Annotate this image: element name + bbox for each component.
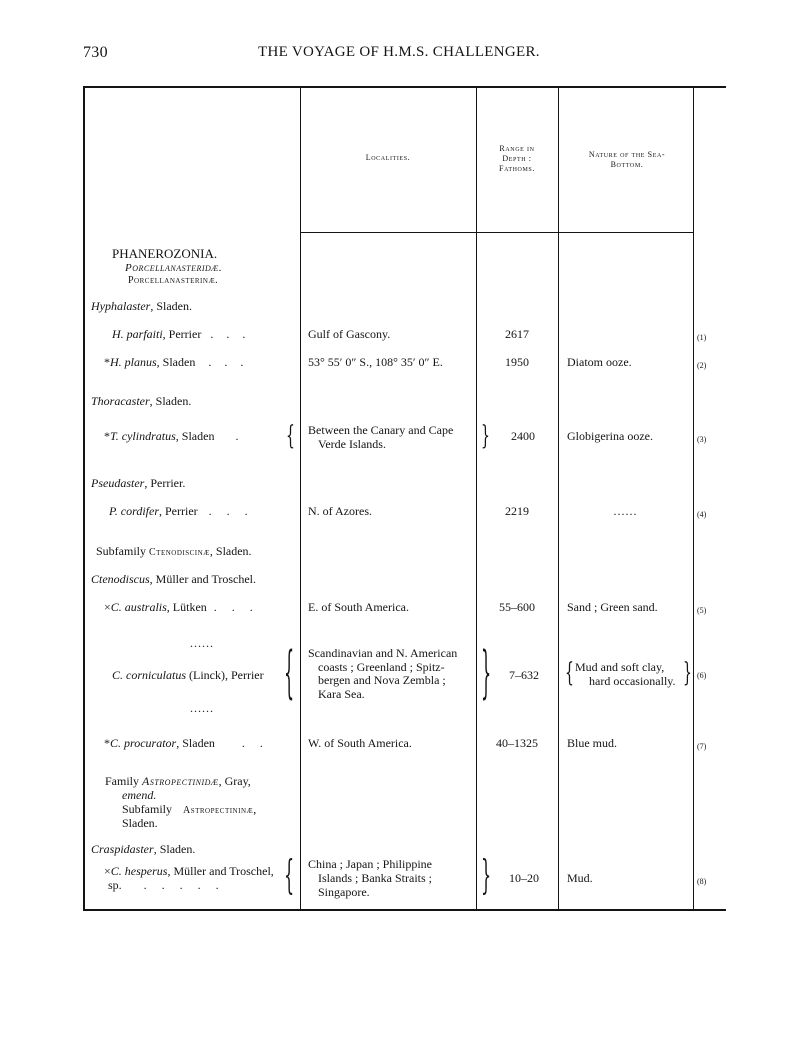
- locality-cell: Gulf of Gascony.: [308, 327, 391, 341]
- localities-heading: Localities.: [365, 153, 411, 162]
- family-heading: [105, 774, 251, 788]
- sea-bottom-cell: Sand ; Green sand.: [567, 600, 658, 614]
- genus-author: , Müller and Troschel.: [149, 572, 257, 586]
- species-name: T. cylindratus: [110, 429, 176, 443]
- subfamily-name: Ctenodiscinæ: [149, 547, 210, 558]
- table-top-rule: [83, 86, 726, 88]
- locality-line: Islands ; Banka Straits ;: [318, 871, 432, 885]
- species-mark: *: [104, 355, 110, 369]
- species-author: , Perrier: [162, 327, 202, 341]
- genus-name: Ctenodiscus: [91, 572, 150, 586]
- depth-heading-line: Depth :: [502, 154, 532, 163]
- species-mark: *: [104, 736, 110, 750]
- locality-cell: [308, 423, 453, 451]
- left-brace: {: [284, 851, 295, 899]
- genus-heading: [91, 394, 191, 408]
- right-brace: }: [481, 421, 490, 452]
- locality-cell: [308, 647, 457, 701]
- locality-cell: [308, 857, 432, 899]
- dot-leader: . . .: [208, 355, 249, 369]
- locality-line: Verde Islands.: [318, 437, 386, 451]
- genus-heading: [91, 842, 195, 856]
- subfamily-heading: [96, 544, 252, 560]
- sea-bottom-cell: Diatom ooze.: [567, 355, 632, 369]
- depth-cell: 2617: [505, 327, 529, 341]
- subfamily-comma: ,: [253, 802, 257, 816]
- species-mark: ×: [104, 864, 111, 878]
- sea-bottom-cell: ......: [613, 504, 638, 518]
- species-author: (Linck), Perrier: [186, 668, 264, 682]
- subfamily-heading: Porcellanasterinæ.: [128, 275, 219, 286]
- genus-name: Pseudaster: [91, 476, 145, 490]
- species-author: , Sladen: [156, 355, 196, 369]
- reference-cell: (5): [697, 606, 707, 615]
- subfamily-author: Sladen.: [122, 816, 158, 830]
- subfamily-prefix: Subfamily: [122, 802, 175, 816]
- depth-cell: 40–1325: [496, 736, 538, 750]
- species-cell: [104, 429, 238, 443]
- running-title: THE VOYAGE OF H.M.S. CHALLENGER.: [258, 44, 540, 60]
- species-cell: [104, 864, 274, 892]
- locality-line: Between the Canary and Cape: [308, 423, 454, 437]
- dot-leader: . . .: [208, 504, 254, 518]
- locality-cell: 53° 55′ 0″ S., 108° 35′ 0″ E.: [308, 355, 443, 369]
- species-author: , Sladen: [176, 736, 215, 750]
- reference-cell: (8): [697, 877, 707, 886]
- species-name: C. australis: [110, 600, 167, 614]
- depth-heading-line: Range in: [499, 144, 535, 153]
- locality-line: Scandinavian and N. American: [308, 646, 458, 660]
- column-heading-depth: [476, 144, 558, 174]
- bottom-heading-line: Bottom.: [610, 160, 644, 169]
- species-cell: [104, 355, 248, 369]
- species-mark: ×: [104, 600, 111, 614]
- locality-cell: W. of South America.: [308, 736, 412, 750]
- dot-leader: . . .: [213, 600, 259, 614]
- family-name: Astropectinidæ: [142, 774, 219, 788]
- species-cell: [109, 504, 254, 518]
- reference-cell: (2): [697, 361, 707, 370]
- species-name: C. procurator: [110, 736, 177, 750]
- sea-bottom-cell: Globigerina ooze.: [567, 429, 653, 443]
- depth-cell: 55–600: [499, 600, 535, 614]
- right-brace: }: [481, 639, 492, 706]
- family-emend: emend.: [122, 788, 157, 802]
- dot-leader: .: [235, 429, 239, 443]
- genus-heading: [91, 299, 192, 313]
- sea-bottom-line: Mud and soft clay,: [575, 660, 665, 674]
- left-brace: {: [284, 639, 295, 706]
- column-divider: [693, 86, 694, 910]
- subfamily-name: Astropectininæ: [183, 805, 254, 816]
- species-cell: [104, 600, 259, 614]
- reference-cell: (7): [697, 742, 707, 751]
- family-author: , Gray,: [218, 774, 251, 788]
- sea-bottom-cell: Blue mud.: [567, 736, 617, 750]
- genus-name: Thoracaster: [91, 394, 150, 408]
- subfamily-author: , Sladen.: [209, 544, 252, 558]
- genus-author: , Sladen.: [150, 299, 192, 313]
- locality-line: coasts ; Greenland ; Spitz-: [318, 659, 445, 674]
- species-name: C. hesperus: [110, 864, 168, 878]
- reference-cell: (4): [697, 510, 707, 519]
- column-heading-sea-bottom: [562, 150, 692, 170]
- genus-name: Craspidaster: [91, 842, 154, 856]
- bottom-heading-line: Nature of the Sea-: [588, 150, 666, 159]
- genus-author: , Sladen.: [153, 842, 196, 856]
- reference-cell: (6): [697, 671, 707, 680]
- column-heading-localities: [300, 153, 476, 163]
- species-author: , Müller and Troschel,: [167, 864, 274, 878]
- table-left-rule: [83, 86, 85, 910]
- genus-name: Hyphalaster: [91, 299, 151, 313]
- left-brace: {: [286, 421, 295, 452]
- species-author: , Lütken: [166, 600, 207, 614]
- genus-heading: [91, 476, 185, 490]
- family-prefix: Family: [105, 774, 143, 788]
- species-cell: [112, 668, 264, 682]
- header-rule: [300, 232, 693, 233]
- right-brace: }: [481, 851, 492, 899]
- dot-leader: ......: [190, 636, 214, 650]
- locality-cell: E. of South America.: [308, 600, 409, 614]
- species-cell: [104, 736, 269, 750]
- depth-cell: 10–20: [509, 871, 539, 885]
- sea-bottom-cell: [575, 660, 676, 688]
- genus-heading: [91, 572, 256, 586]
- column-divider: [558, 86, 559, 910]
- genus-author: , Perrier.: [144, 476, 186, 490]
- depth-cell: 1950: [505, 355, 529, 369]
- sea-bottom-cell: Mud.: [567, 871, 593, 885]
- species-author: , Perrier: [159, 504, 198, 518]
- depth-cell: 2219: [505, 504, 529, 518]
- locality-line: bergen and Nova Zembla ;: [318, 673, 446, 687]
- species-author: sp.: [108, 878, 122, 892]
- column-divider: [476, 86, 477, 910]
- sea-bottom-line: hard occasionally.: [589, 674, 676, 688]
- reference-cell: (1): [697, 333, 707, 342]
- column-divider: [300, 86, 301, 910]
- species-author: , Sladen: [175, 429, 215, 443]
- locality-cell: N. of Azores.: [308, 504, 372, 518]
- species-name: H. parfaiti: [112, 327, 163, 341]
- species-cell: [112, 327, 250, 341]
- subfamily-prefix: Subfamily: [96, 544, 149, 558]
- depth-cell: 7–632: [509, 668, 539, 682]
- table-bottom-rule: [83, 909, 726, 911]
- species-name: P. cordifer: [109, 504, 159, 518]
- reference-cell: (3): [697, 435, 707, 444]
- depth-heading-line: Fathoms.: [499, 164, 535, 173]
- species-name: C. corniculatus: [112, 668, 186, 682]
- dot-leader: . . .: [210, 327, 251, 341]
- dot-leader: . .: [241, 736, 269, 750]
- species-name: H. planus: [110, 355, 157, 369]
- locality-line: China ; Japan ; Philippine: [308, 857, 432, 871]
- left-brace: {: [565, 658, 574, 689]
- locality-line: Singapore.: [318, 885, 370, 899]
- page-number: 730: [83, 44, 108, 61]
- depth-cell: 2400: [511, 429, 535, 443]
- order-heading: PHANEROZONIA.: [112, 246, 218, 261]
- dot-leader: . . . . .: [143, 878, 225, 892]
- species-mark: *: [104, 429, 110, 443]
- dot-leader: ......: [190, 701, 214, 715]
- right-brace: }: [683, 658, 692, 689]
- genus-author: , Sladen.: [149, 394, 192, 408]
- locality-line: Kara Sea.: [318, 686, 365, 701]
- family-heading: Porcellanasteridæ.: [125, 262, 223, 274]
